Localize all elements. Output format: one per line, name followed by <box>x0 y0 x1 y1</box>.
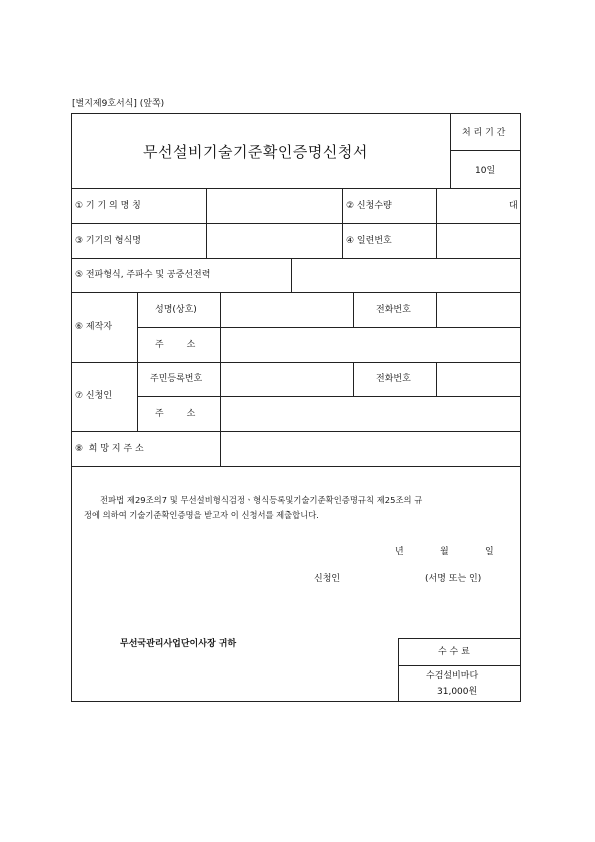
quantity-label: ② 신청수량 <box>346 201 392 211</box>
applicant-phone-label: 전화번호 <box>376 374 411 384</box>
manufacturer-phone-field[interactable] <box>438 294 519 325</box>
applicant-phone-field[interactable] <box>438 364 519 394</box>
addressee: 무선국관리사업단이사장 귀하 <box>120 639 237 649</box>
date-day-label: 일 <box>485 547 494 557</box>
applicant-label: ⑦ 신청인 <box>75 391 113 401</box>
applicant-id-field[interactable] <box>222 364 351 394</box>
manufacturer-name-label: 성명(상호) <box>155 305 197 315</box>
applicant-address-field[interactable] <box>222 398 519 429</box>
serial-number-label: ④ 일련번호 <box>346 236 392 246</box>
model-name-label: ③ 기기의 형식명 <box>75 236 141 246</box>
form-code: [별지제9호서식] (앞쪽) <box>72 99 165 109</box>
fee-description: 수검설비마다 <box>426 671 479 681</box>
applicant-sign-label: 신청인 <box>314 574 341 584</box>
quantity-unit: 대 <box>509 201 518 211</box>
model-name-field[interactable] <box>208 225 340 256</box>
manufacturer-label: ⑥ 제작자 <box>75 322 113 332</box>
applicant-id-label: 주민등록번호 <box>150 374 203 384</box>
device-name-field[interactable] <box>208 190 340 221</box>
form-title: 무선설비기술기준확인증명신청서 <box>143 143 368 161</box>
manufacturer-phone-label: 전화번호 <box>376 305 411 315</box>
fee-label: 수 수 료 <box>438 647 470 657</box>
radio-spec-label: ⑤ 전파형식, 주파수 및 공중선전력 <box>75 270 211 280</box>
desired-address-label: ⑧ 희 망 지 주 소 <box>75 444 144 454</box>
declaration-line-1: 전파법 제29조의7 및 무선설비형식검정ㆍ형식등록및기술기준확인증명규칙 제25조의 규 <box>100 495 423 505</box>
radio-spec-field[interactable] <box>293 260 519 290</box>
signature-note: (서명 또는 인) <box>425 574 482 584</box>
manufacturer-address-label: 주 소 <box>155 340 196 350</box>
applicant-address-label: 주 소 <box>155 409 196 419</box>
manufacturer-name-field[interactable] <box>222 294 351 325</box>
device-name-label: ① 기 기 의 명 칭 <box>75 201 141 211</box>
applicant-signature-field[interactable] <box>350 570 420 586</box>
declaration-line-2: 정에 의하여 기술기준확인증명을 받고자 이 신청서를 제출합니다. <box>84 510 319 520</box>
date-year-label: 년 <box>395 547 404 557</box>
date-month-label: 월 <box>440 547 449 557</box>
processing-period-label: 처 리 기 간 <box>462 128 506 138</box>
processing-period-value: 10일 <box>475 166 496 176</box>
quantity-field[interactable] <box>438 190 506 221</box>
serial-number-field[interactable] <box>438 225 519 256</box>
manufacturer-address-field[interactable] <box>222 329 519 360</box>
fee-amount: 31,000원 <box>437 687 478 697</box>
desired-address-field[interactable] <box>222 433 519 464</box>
